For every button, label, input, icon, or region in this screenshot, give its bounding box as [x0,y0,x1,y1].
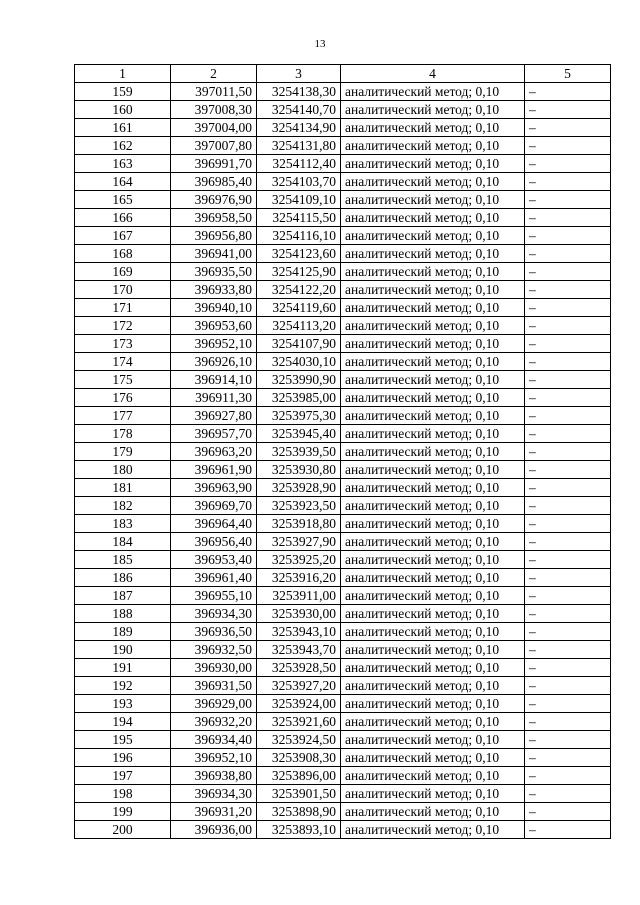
cell-x-coordinate: 396952,10 [171,749,257,767]
cell-x-coordinate: 396914,10 [171,371,257,389]
cell-note: – [525,479,611,497]
cell-y-coordinate: 3253911,00 [257,587,341,605]
cell-note: – [525,605,611,623]
cell-y-coordinate: 3254138,30 [257,83,341,101]
table-row [75,713,611,731]
cell-note: – [525,821,611,839]
cell-point-number: 179 [75,443,171,461]
cell-y-coordinate: 3254134,90 [257,119,341,137]
cell-x-coordinate: 396969,70 [171,497,257,515]
cell-method-accuracy: аналитический метод; 0,10 [341,605,525,623]
cell-x-coordinate: 396985,40 [171,173,257,191]
cell-method-accuracy: аналитический метод; 0,10 [341,407,525,425]
table-row [75,137,611,155]
cell-x-coordinate: 396953,40 [171,551,257,569]
cell-method-accuracy: аналитический метод; 0,10 [341,461,525,479]
cell-method-accuracy: аналитический метод; 0,10 [341,749,525,767]
cell-x-coordinate: 396958,50 [171,209,257,227]
cell-note: – [525,245,611,263]
cell-method-accuracy: аналитический метод; 0,10 [341,317,525,335]
cell-x-coordinate: 396976,90 [171,191,257,209]
cell-x-coordinate: 396940,10 [171,299,257,317]
cell-note: – [525,119,611,137]
cell-note: – [525,137,611,155]
cell-y-coordinate: 3254103,70 [257,173,341,191]
cell-x-coordinate: 396932,20 [171,713,257,731]
cell-method-accuracy: аналитический метод; 0,10 [341,551,525,569]
cell-point-number: 165 [75,191,171,209]
cell-note: – [525,227,611,245]
cell-point-number: 197 [75,767,171,785]
cell-note: – [525,641,611,659]
cell-point-number: 177 [75,407,171,425]
table-row [75,677,611,695]
cell-point-number: 160 [75,101,171,119]
table-row [75,317,611,335]
cell-method-accuracy: аналитический метод; 0,10 [341,443,525,461]
cell-y-coordinate: 3253924,00 [257,695,341,713]
cell-point-number: 184 [75,533,171,551]
cell-x-coordinate: 396911,30 [171,389,257,407]
table-row [75,389,611,407]
cell-note: – [525,623,611,641]
cell-y-coordinate: 3253921,60 [257,713,341,731]
cell-y-coordinate: 3254109,10 [257,191,341,209]
table-row [75,209,611,227]
cell-x-coordinate: 396991,70 [171,155,257,173]
cell-method-accuracy: аналитический метод; 0,10 [341,371,525,389]
cell-x-coordinate: 396933,80 [171,281,257,299]
cell-y-coordinate: 3253945,40 [257,425,341,443]
cell-y-coordinate: 3254115,50 [257,209,341,227]
cell-note: – [525,749,611,767]
cell-y-coordinate: 3254119,60 [257,299,341,317]
table-row [75,263,611,281]
cell-y-coordinate: 3253928,90 [257,479,341,497]
cell-point-number: 185 [75,551,171,569]
cell-y-coordinate: 3253918,80 [257,515,341,533]
cell-method-accuracy: аналитический метод; 0,10 [341,263,525,281]
cell-point-number: 195 [75,731,171,749]
cell-point-number: 174 [75,353,171,371]
column-header-point-number: 1 [75,65,171,83]
cell-method-accuracy: аналитический метод; 0,10 [341,83,525,101]
cell-method-accuracy: аналитический метод; 0,10 [341,731,525,749]
cell-y-coordinate: 3253985,00 [257,389,341,407]
cell-note: – [525,461,611,479]
table-row [75,497,611,515]
cell-note: – [525,335,611,353]
cell-x-coordinate: 396964,40 [171,515,257,533]
table-row [75,821,611,839]
cell-method-accuracy: аналитический метод; 0,10 [341,785,525,803]
cell-method-accuracy: аналитический метод; 0,10 [341,479,525,497]
cell-point-number: 183 [75,515,171,533]
cell-y-coordinate: 3254116,10 [257,227,341,245]
table-row [75,731,611,749]
cell-method-accuracy: аналитический метод; 0,10 [341,767,525,785]
cell-note: – [525,209,611,227]
cell-point-number: 194 [75,713,171,731]
cell-point-number: 166 [75,209,171,227]
cell-note: – [525,803,611,821]
table-row [75,767,611,785]
table-row [75,479,611,497]
cell-x-coordinate: 396952,10 [171,335,257,353]
cell-y-coordinate: 3253939,50 [257,443,341,461]
table-row [75,641,611,659]
column-header-note: 5 [525,65,611,83]
cell-x-coordinate: 397007,80 [171,137,257,155]
cell-method-accuracy: аналитический метод; 0,10 [341,533,525,551]
cell-x-coordinate: 396961,40 [171,569,257,587]
cell-point-number: 181 [75,479,171,497]
cell-x-coordinate: 396934,40 [171,731,257,749]
cell-note: – [525,425,611,443]
cell-y-coordinate: 3254107,90 [257,335,341,353]
cell-y-coordinate: 3254123,60 [257,245,341,263]
cell-x-coordinate: 396931,50 [171,677,257,695]
table-row [75,83,611,101]
cell-method-accuracy: аналитический метод; 0,10 [341,245,525,263]
cell-point-number: 182 [75,497,171,515]
table-row [75,407,611,425]
cell-point-number: 164 [75,173,171,191]
table-row [75,281,611,299]
cell-method-accuracy: аналитический метод; 0,10 [341,389,525,407]
cell-x-coordinate: 396956,40 [171,533,257,551]
cell-point-number: 180 [75,461,171,479]
cell-y-coordinate: 3253930,80 [257,461,341,479]
column-header-method: 4 [341,65,525,83]
cell-method-accuracy: аналитический метод; 0,10 [341,623,525,641]
cell-x-coordinate: 397008,30 [171,101,257,119]
cell-point-number: 193 [75,695,171,713]
table-row [75,605,611,623]
table-row [75,623,611,641]
cell-method-accuracy: аналитический метод; 0,10 [341,425,525,443]
table-row [75,461,611,479]
cell-note: – [525,353,611,371]
cell-method-accuracy: аналитический метод; 0,10 [341,281,525,299]
cell-y-coordinate: 3253943,10 [257,623,341,641]
table-row [75,101,611,119]
table-row [75,227,611,245]
cell-x-coordinate: 396931,20 [171,803,257,821]
cell-y-coordinate: 3253896,00 [257,767,341,785]
cell-note: – [525,407,611,425]
table-row [75,515,611,533]
column-header-y: 3 [257,65,341,83]
cell-method-accuracy: аналитический метод; 0,10 [341,569,525,587]
cell-x-coordinate: 396941,00 [171,245,257,263]
cell-y-coordinate: 3253901,50 [257,785,341,803]
cell-y-coordinate: 3253924,50 [257,731,341,749]
cell-note: – [525,83,611,101]
column-header-x: 2 [171,65,257,83]
cell-x-coordinate: 396932,50 [171,641,257,659]
cell-y-coordinate: 3253930,00 [257,605,341,623]
table-row [75,425,611,443]
cell-x-coordinate: 396935,50 [171,263,257,281]
cell-method-accuracy: аналитический метод; 0,10 [341,497,525,515]
cell-note: – [525,731,611,749]
cell-method-accuracy: аналитический метод; 0,10 [341,515,525,533]
cell-point-number: 199 [75,803,171,821]
cell-note: – [525,389,611,407]
cell-x-coordinate: 397004,00 [171,119,257,137]
cell-method-accuracy: аналитический метод; 0,10 [341,677,525,695]
cell-y-coordinate: 3254140,70 [257,101,341,119]
cell-method-accuracy: аналитический метод; 0,10 [341,641,525,659]
cell-y-coordinate: 3254030,10 [257,353,341,371]
cell-x-coordinate: 396929,00 [171,695,257,713]
cell-y-coordinate: 3253925,20 [257,551,341,569]
cell-point-number: 169 [75,263,171,281]
cell-method-accuracy: аналитический метод; 0,10 [341,191,525,209]
page-number: 13 [314,38,326,50]
table-row [75,299,611,317]
cell-point-number: 176 [75,389,171,407]
table-row [75,785,611,803]
cell-x-coordinate: 396963,20 [171,443,257,461]
cell-method-accuracy: аналитический метод; 0,10 [341,803,525,821]
cell-point-number: 175 [75,371,171,389]
cell-y-coordinate: 3253928,50 [257,659,341,677]
cell-method-accuracy: аналитический метод; 0,10 [341,119,525,137]
cell-y-coordinate: 3253975,30 [257,407,341,425]
cell-point-number: 192 [75,677,171,695]
cell-point-number: 172 [75,317,171,335]
cell-point-number: 187 [75,587,171,605]
cell-point-number: 173 [75,335,171,353]
cell-y-coordinate: 3253943,70 [257,641,341,659]
cell-x-coordinate: 397011,50 [171,83,257,101]
table-body [75,83,611,839]
cell-method-accuracy: аналитический метод; 0,10 [341,353,525,371]
cell-note: – [525,515,611,533]
table-row [75,191,611,209]
cell-note: – [525,569,611,587]
table-row [75,551,611,569]
cell-x-coordinate: 396961,90 [171,461,257,479]
cell-method-accuracy: аналитический метод; 0,10 [341,155,525,173]
table-row [75,443,611,461]
cell-point-number: 196 [75,749,171,767]
cell-method-accuracy: аналитический метод; 0,10 [341,137,525,155]
cell-x-coordinate: 396938,80 [171,767,257,785]
cell-x-coordinate: 396956,80 [171,227,257,245]
cell-y-coordinate: 3254131,80 [257,137,341,155]
table-row [75,587,611,605]
table-row [75,353,611,371]
cell-method-accuracy: аналитический метод; 0,10 [341,821,525,839]
cell-note: – [525,173,611,191]
cell-note: – [525,191,611,209]
cell-y-coordinate: 3253916,20 [257,569,341,587]
cell-point-number: 161 [75,119,171,137]
cell-y-coordinate: 3254113,20 [257,317,341,335]
cell-point-number: 163 [75,155,171,173]
cell-point-number: 168 [75,245,171,263]
cell-point-number: 162 [75,137,171,155]
cell-note: – [525,551,611,569]
cell-x-coordinate: 396936,00 [171,821,257,839]
cell-note: – [525,659,611,677]
cell-note: – [525,371,611,389]
cell-method-accuracy: аналитический метод; 0,10 [341,659,525,677]
cell-point-number: 198 [75,785,171,803]
cell-note: – [525,695,611,713]
cell-x-coordinate: 396930,00 [171,659,257,677]
cell-note: – [525,299,611,317]
cell-note: – [525,317,611,335]
cell-point-number: 171 [75,299,171,317]
cell-x-coordinate: 396955,10 [171,587,257,605]
cell-x-coordinate: 396927,80 [171,407,257,425]
table-row [75,371,611,389]
coordinates-table [74,64,611,839]
cell-note: – [525,497,611,515]
cell-y-coordinate: 3253927,90 [257,533,341,551]
cell-y-coordinate: 3253893,10 [257,821,341,839]
cell-y-coordinate: 3254122,20 [257,281,341,299]
cell-note: – [525,101,611,119]
cell-point-number: 189 [75,623,171,641]
table-row [75,749,611,767]
cell-method-accuracy: аналитический метод; 0,10 [341,713,525,731]
table-row [75,695,611,713]
cell-point-number: 188 [75,605,171,623]
table-row [75,119,611,137]
cell-method-accuracy: аналитический метод; 0,10 [341,101,525,119]
cell-x-coordinate: 396934,30 [171,785,257,803]
cell-method-accuracy: аналитический метод; 0,10 [341,695,525,713]
table-row [75,569,611,587]
cell-note: – [525,281,611,299]
cell-point-number: 200 [75,821,171,839]
cell-point-number: 178 [75,425,171,443]
cell-x-coordinate: 396963,90 [171,479,257,497]
cell-x-coordinate: 396934,30 [171,605,257,623]
table-row [75,533,611,551]
cell-y-coordinate: 3253927,20 [257,677,341,695]
cell-x-coordinate: 396957,70 [171,425,257,443]
table-row [75,245,611,263]
cell-y-coordinate: 3254125,90 [257,263,341,281]
cell-y-coordinate: 3253923,50 [257,497,341,515]
cell-method-accuracy: аналитический метод; 0,10 [341,299,525,317]
cell-y-coordinate: 3254112,40 [257,155,341,173]
table-row [75,155,611,173]
cell-point-number: 190 [75,641,171,659]
table-row [75,173,611,191]
cell-note: – [525,713,611,731]
cell-y-coordinate: 3253908,30 [257,749,341,767]
cell-x-coordinate: 396936,50 [171,623,257,641]
cell-x-coordinate: 396926,10 [171,353,257,371]
table-header-row [75,65,611,83]
cell-x-coordinate: 396953,60 [171,317,257,335]
cell-method-accuracy: аналитический метод; 0,10 [341,587,525,605]
cell-note: – [525,767,611,785]
cell-note: – [525,263,611,281]
cell-method-accuracy: аналитический метод; 0,10 [341,173,525,191]
cell-note: – [525,587,611,605]
cell-y-coordinate: 3253990,90 [257,371,341,389]
cell-note: – [525,785,611,803]
cell-point-number: 191 [75,659,171,677]
cell-note: – [525,443,611,461]
cell-note: – [525,155,611,173]
cell-note: – [525,677,611,695]
cell-method-accuracy: аналитический метод; 0,10 [341,209,525,227]
table-row [75,803,611,821]
cell-point-number: 159 [75,83,171,101]
cell-point-number: 186 [75,569,171,587]
cell-method-accuracy: аналитический метод; 0,10 [341,335,525,353]
cell-point-number: 170 [75,281,171,299]
cell-y-coordinate: 3253898,90 [257,803,341,821]
cell-point-number: 167 [75,227,171,245]
cell-method-accuracy: аналитический метод; 0,10 [341,227,525,245]
table-row [75,659,611,677]
table-row [75,335,611,353]
cell-note: – [525,533,611,551]
